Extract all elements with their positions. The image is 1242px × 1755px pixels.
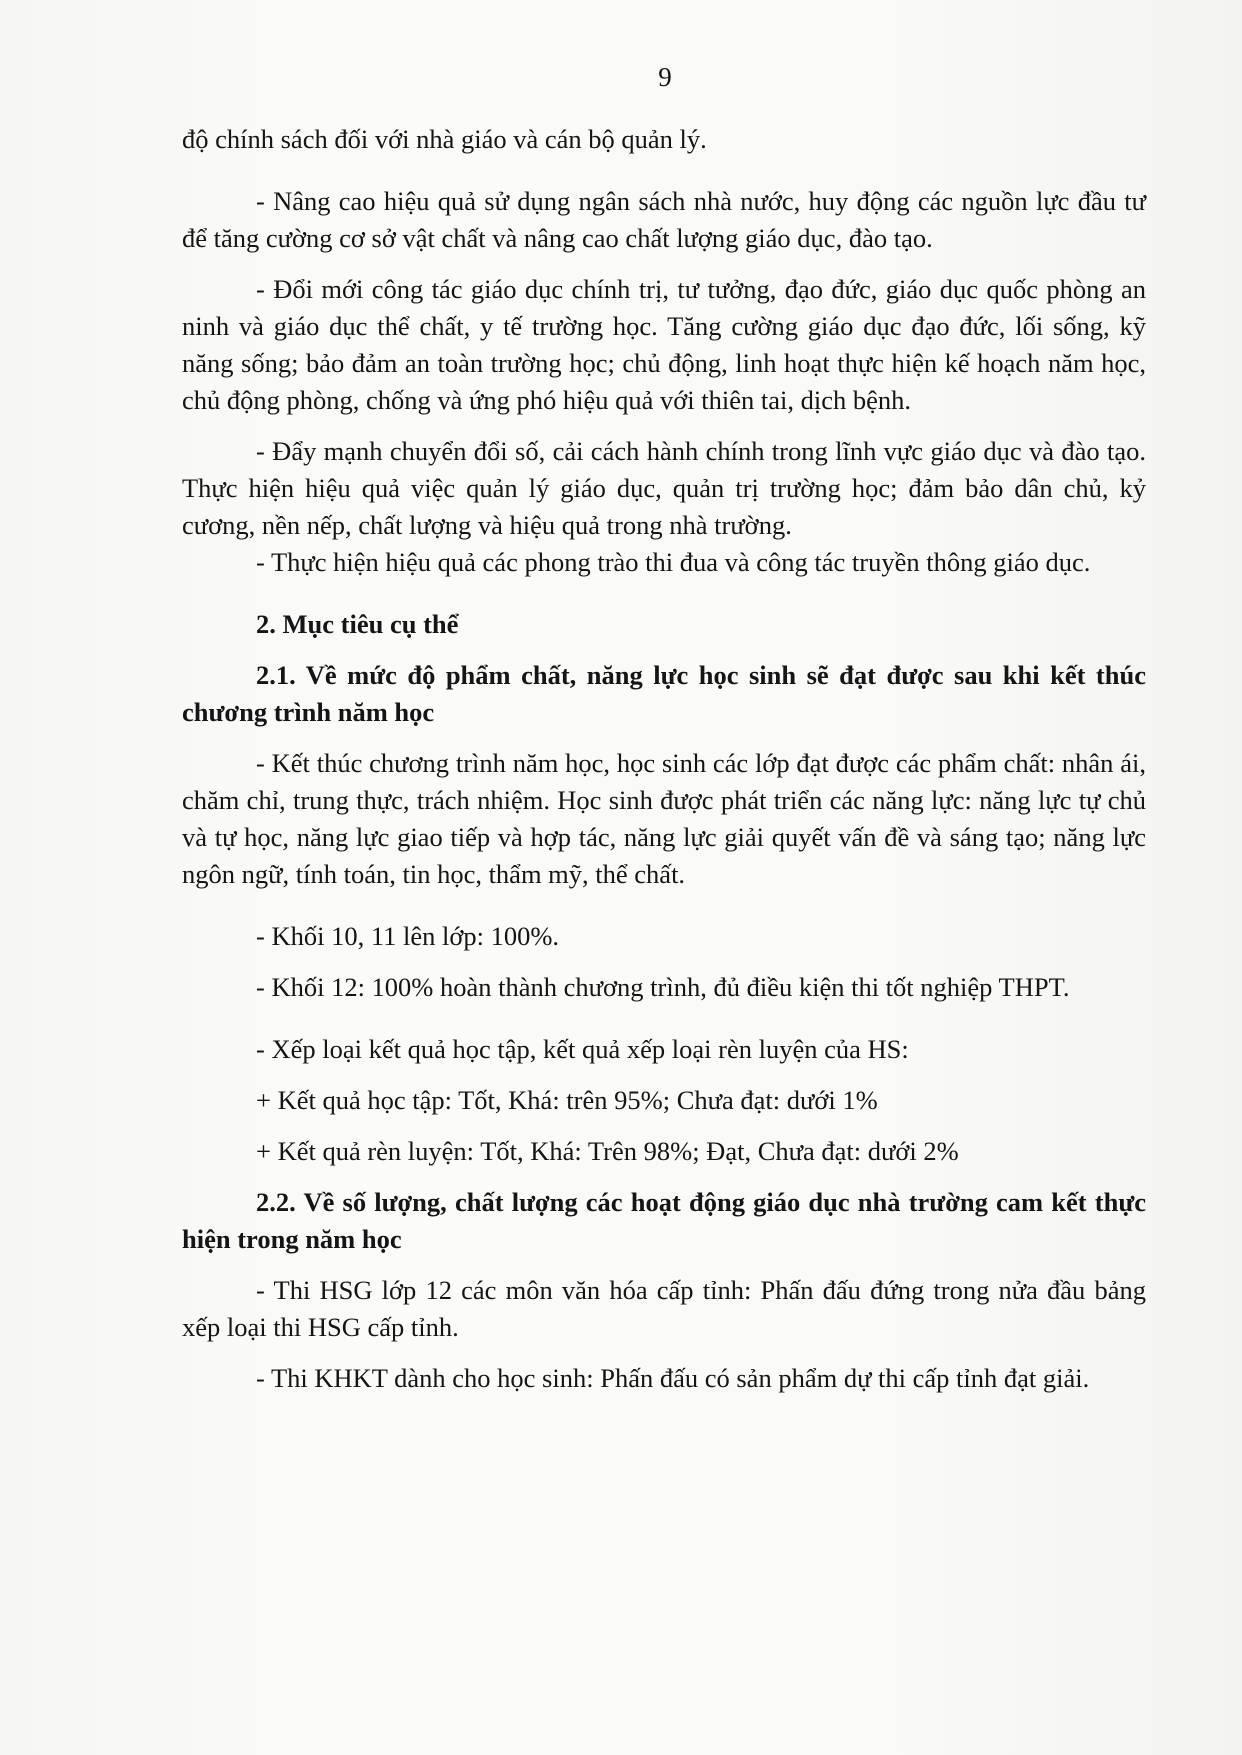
paragraph-grade-12: - Khối 12: 100% hoàn thành chương trình, đủ điều kiện thi tốt nghiệp THPT. [256,972,1070,1002]
paragraph-study-results: + Kết quả học tập: Tốt, Khá: trên 95%; Chưa đạt: dưới 1% [256,1085,878,1115]
paragraph-qualities: - Kết thúc chương trình năm học, học sinh các lớp đạt được các phẩm chất: nhân ái, chăm chỉ, trung thực, trách nhiệm. Học sinh được phát triển các năng lực: năng lực tự chủ và tự học, năng lực giao tiếp và hợp tác, năng lực giải quyết vấn đề và sáng tạo; năng lực ngôn ngữ, tính toán, tin học, thẩm mỹ, thể chất. [182,748,1146,889]
paragraph-science-contest: - Thi KHKT dành cho học sinh: Phấn đấu có sản phẩm dự thi cấp tỉnh đạt giải. [256,1363,1090,1393]
paragraph-digital-transformation: - Đẩy mạnh chuyển đổi số, cải cách hành chính trong lĩnh vực giáo dục và đào tạo. Thực hiện hiệu quả việc quản lý giáo dục, quản trị trường học; đảm bảo dân chủ, kỷ cương, nền nếp, chất lượng và hiệu quả trong nhà trường. [182,436,1146,540]
paragraph-emulation: - Thực hiện hiệu quả các phong trào thi đua và công tác truyền thông giáo dục. [256,547,1091,577]
paragraph-continuation: độ chính sách đối với nhà giáo và cán bộ quản lý. [182,124,707,154]
document-body [182,121,1146,1397]
paragraph-classification: - Xếp loại kết quả học tập, kết quả xếp loại rèn luyện của HS: [256,1034,909,1064]
heading-2-1: 2.1. Về mức độ phẩm chất, năng lực học sinh sẽ đạt được sau khi kết thúc chương trình năm học [182,660,1146,727]
paragraph-grade-10-11: - Khối 10, 11 lên lớp: 100%. [256,921,560,951]
paragraph-gifted-students: - Thi HSG lớp 12 các môn văn hóa cấp tỉnh: Phấn đấu đứng trong nửa đầu bảng xếp loại thi HSG cấp tỉnh. [182,1275,1146,1342]
paragraph-conduct-results: + Kết quả rèn luyện: Tốt, Khá: Trên 98%; Đạt, Chưa đạt: dưới 2% [256,1136,959,1166]
page-number: 9 [658,62,672,92]
heading-specific-goals: 2. Mục tiêu cụ thể [256,609,459,639]
heading-2-2: 2.2. Về số lượng, chất lượng các hoạt động giáo dục nhà trường cam kết thực hiện trong năm học [182,1187,1146,1254]
paragraph-political-education: - Đổi mới công tác giáo dục chính trị, tư tưởng, đạo đức, giáo dục quốc phòng an ninh và giáo dục thể chất, y tế trường học. Tăng cường giáo dục đạo đức, lối sống, kỹ năng sống; bảo đảm an toàn trường học; chủ động, linh hoạt thực hiện kế hoạch năm học, chủ động phòng, chống và ứng phó hiệu quả với thiên tai, dịch bệnh. [182,274,1146,415]
paragraph-budget: - Nâng cao hiệu quả sử dụng ngân sách nhà nước, huy động các nguồn lực đầu tư để tăng cường cơ sở vật chất và nâng cao chất lượng giáo dục, đào tạo. [182,186,1146,253]
